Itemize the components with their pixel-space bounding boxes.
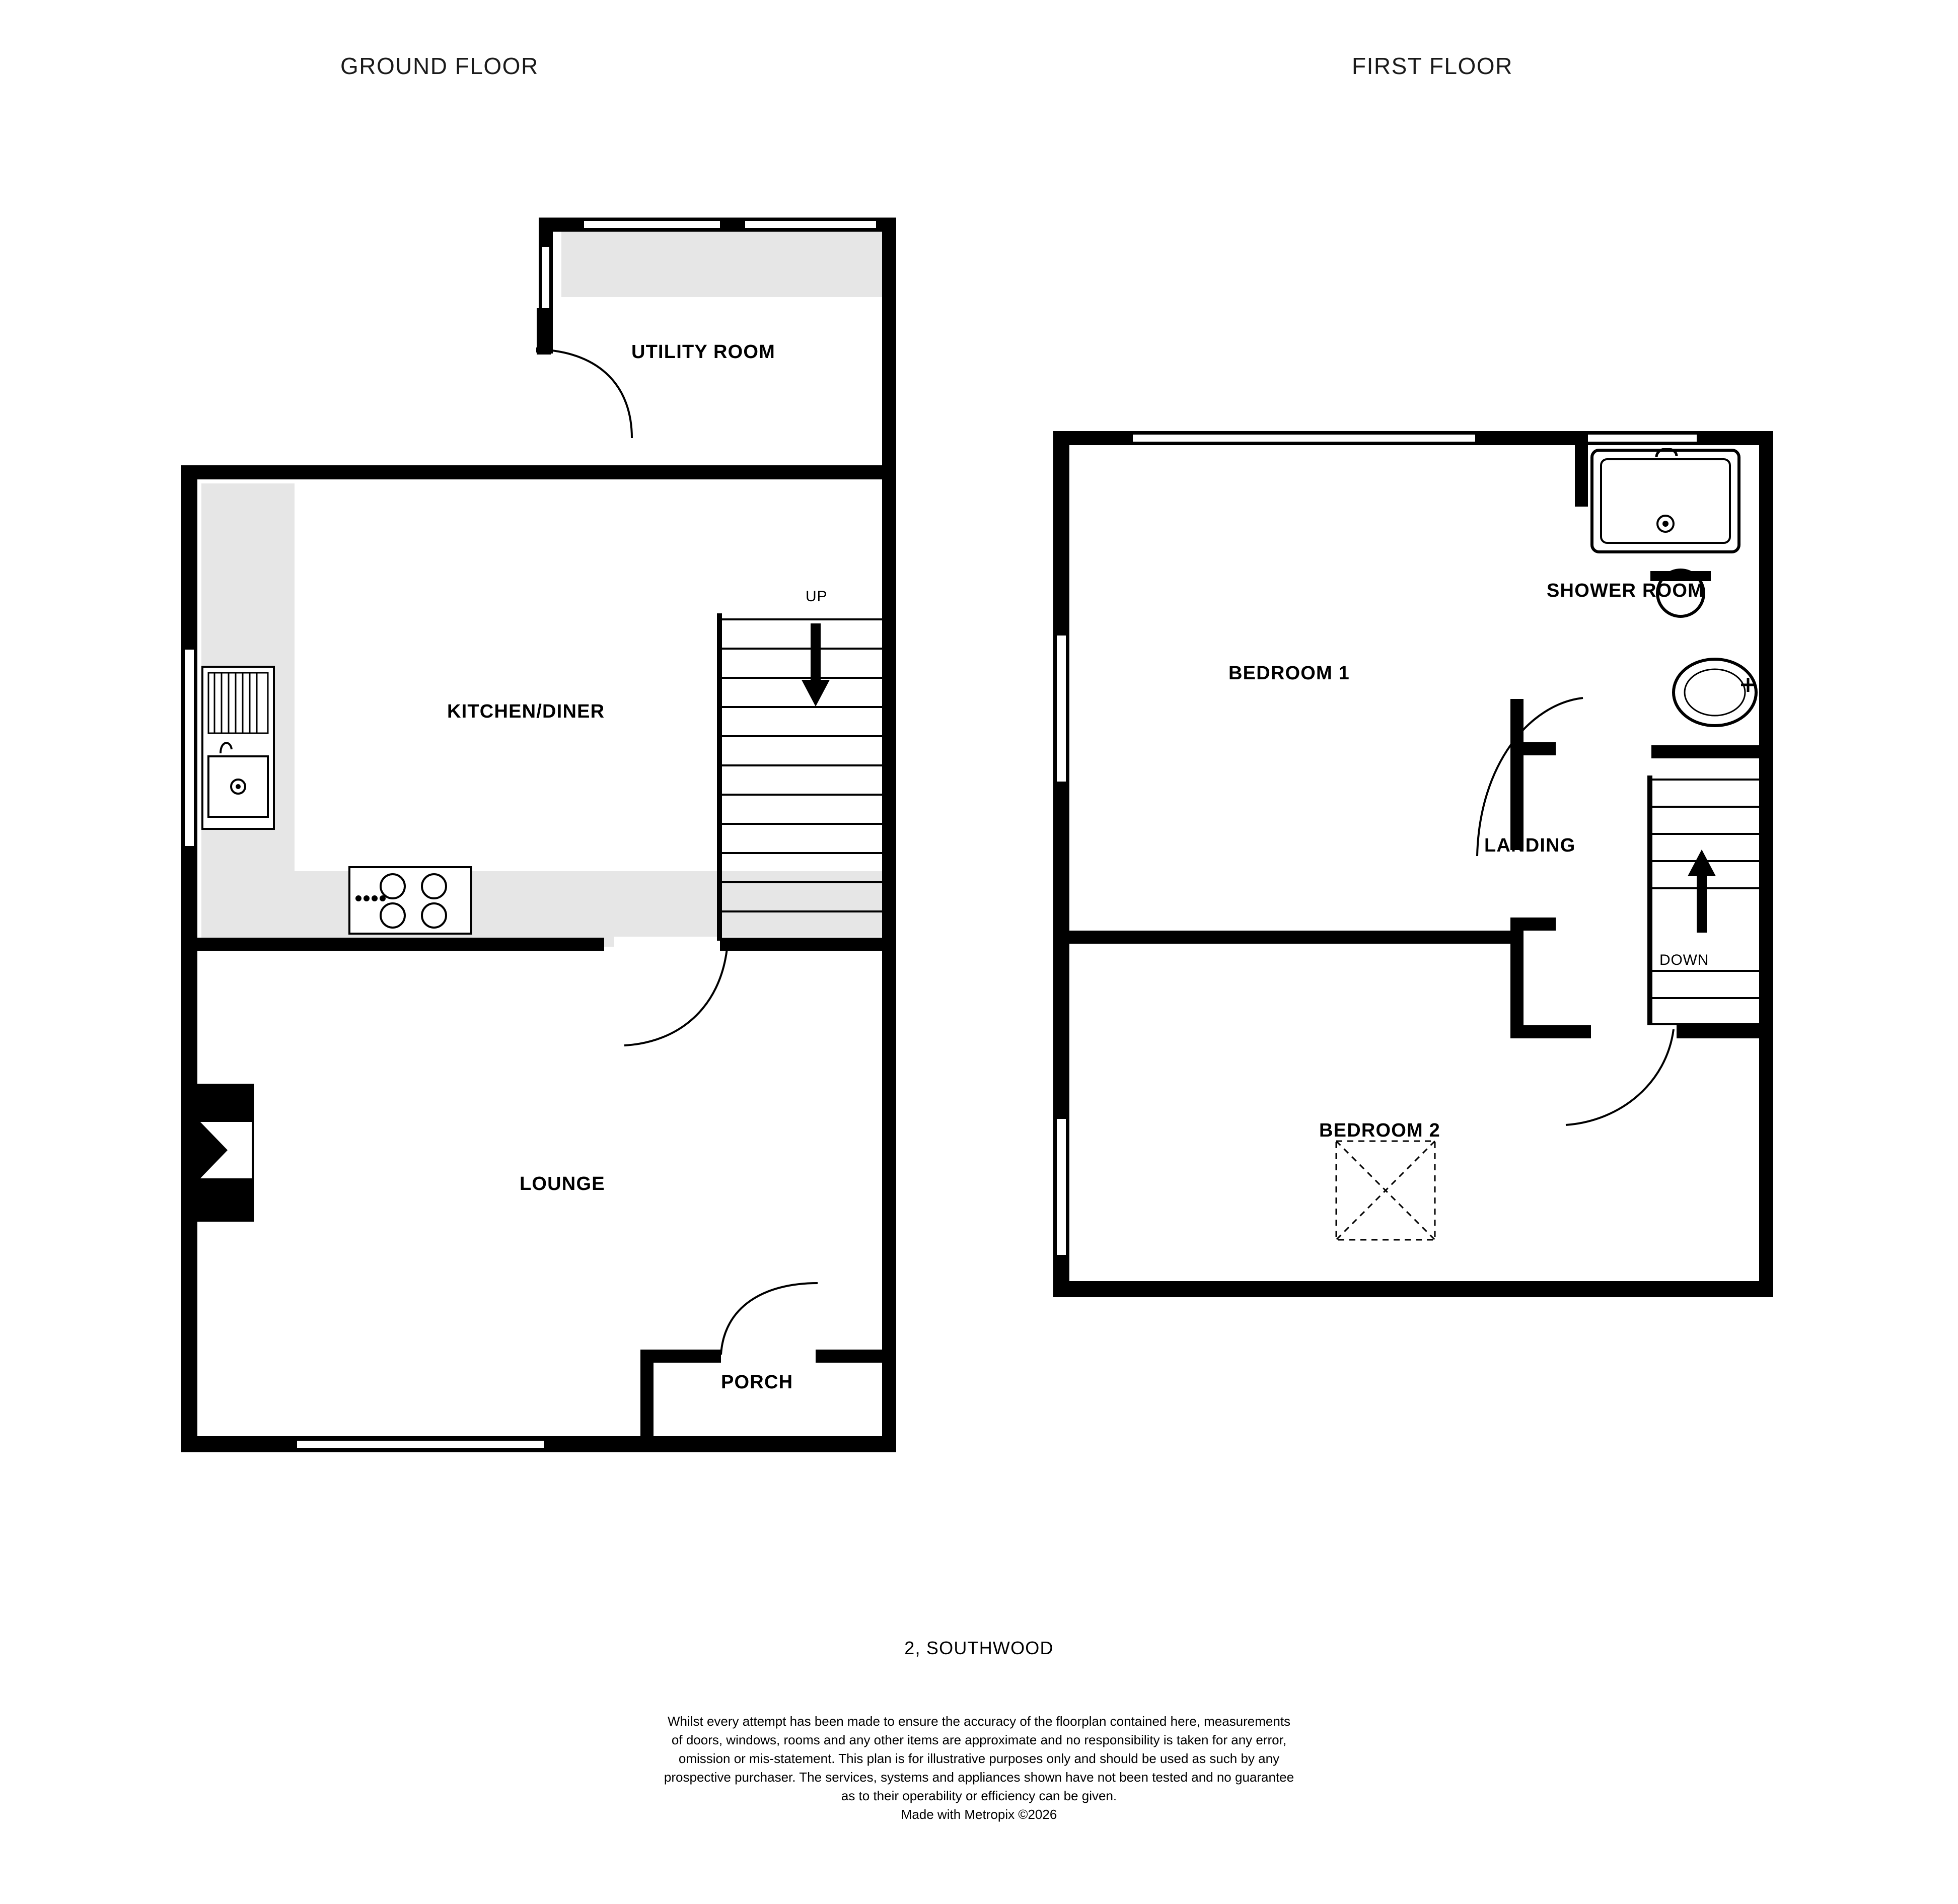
kitchen-sink xyxy=(200,665,276,831)
ground-floor-title: GROUND FLOOR xyxy=(340,53,539,79)
landing-label: LANDING xyxy=(1484,835,1576,856)
utility-top-window-2 xyxy=(745,219,876,231)
shower-room-label: SHOWER ROOM xyxy=(1547,580,1704,601)
bath-fixture xyxy=(1590,448,1741,554)
lounge-label: LOUNGE xyxy=(520,1173,605,1194)
utility-door-jamb xyxy=(537,308,551,355)
utility-room-floor xyxy=(561,232,884,297)
lounge-fireplace-top xyxy=(197,1084,253,1122)
lounge-south-window xyxy=(297,1438,544,1450)
porch-front-threshold xyxy=(654,1442,885,1444)
bedroom2-west-window xyxy=(1054,1119,1068,1255)
utility-door-arc xyxy=(536,347,637,443)
kitchen-north-wall xyxy=(181,465,554,479)
shower-room-north-window xyxy=(1586,432,1697,444)
ground-east-wall xyxy=(882,465,896,1452)
bedroom-2-label: BEDROOM 2 xyxy=(1319,1120,1440,1141)
stairs-left-wall-ground xyxy=(717,613,722,941)
bedroom1-west-window xyxy=(1054,636,1068,782)
shower-room-west-wall xyxy=(1575,431,1588,507)
bedroom-1-label: BEDROOM 1 xyxy=(1228,663,1350,684)
ground-west-wall xyxy=(181,465,197,1452)
disclaimer-text xyxy=(0,1712,1958,1823)
porch-door-arc xyxy=(719,1281,820,1357)
disclaimer-line-1: Whilst every attempt has been made to ensure the accuracy of the floorplan contained here, measurements xyxy=(667,1714,1291,1729)
kitchen-diner-label: KITCHEN/DINER xyxy=(447,701,605,722)
basin-fixture xyxy=(1671,655,1761,730)
lounge-fireplace-bottom xyxy=(197,1178,253,1222)
bedroom2-door-arc xyxy=(1541,1027,1677,1128)
stairs-down-arrow-first xyxy=(1687,847,1717,933)
metropix-credit: Made with Metropix ©2026 xyxy=(901,1806,1057,1822)
utility-bottom-wall xyxy=(553,465,896,479)
landing-step-wall-lower xyxy=(1510,918,1556,931)
disclaimer-line-4: prospective purchaser. The services, systems and appliances shown have not been tested and no guarantee xyxy=(664,1769,1294,1785)
bedroom-divider-wall xyxy=(1053,931,1521,944)
utility-top-window xyxy=(584,219,720,231)
stairs-up-arrow-ground xyxy=(801,623,831,709)
first-south-wall xyxy=(1053,1281,1773,1297)
first-east-wall xyxy=(1759,431,1773,1297)
landing-west-wall-lower xyxy=(1510,918,1524,1038)
bedroom2-hatch xyxy=(1335,1140,1436,1241)
lounge-fireplace-chevron xyxy=(197,1119,258,1182)
disclaimer-line-2: of doors, windows, rooms and any other items are approximate and no responsibility is taken for any error, xyxy=(671,1732,1287,1747)
landing-east-sill xyxy=(1677,1025,1773,1038)
stairs-left-wall-first xyxy=(1647,775,1652,1025)
porch-top-wall-right xyxy=(816,1350,896,1363)
porch-label: PORCH xyxy=(721,1372,793,1393)
disclaimer-line-3: omission or mis-statement. This plan is for illustrative purposes only and should be used as such by any xyxy=(678,1750,1280,1766)
property-title: 2, SOUTHWOOD xyxy=(904,1638,1054,1658)
kitchen-lounge-door-arc xyxy=(594,947,730,1047)
utility-right-wall xyxy=(882,218,896,479)
disclaimer-line-5: as to their operability or efficiency can be given. xyxy=(841,1788,1117,1803)
first-floor-title: FIRST FLOOR xyxy=(1352,53,1513,79)
kitchen-lounge-divider xyxy=(181,938,604,951)
stairs-down-label: DOWN xyxy=(1659,952,1709,968)
kitchen-hob xyxy=(347,865,473,936)
utility-room-label: UTILITY ROOM xyxy=(631,341,776,363)
kitchen-west-window xyxy=(182,650,196,846)
stairs-up-label: UP xyxy=(806,588,828,605)
shower-room-south-wall xyxy=(1651,745,1773,758)
bedroom1-north-window xyxy=(1133,432,1475,444)
porch-top-wall xyxy=(640,1350,721,1363)
porch-left-wall xyxy=(640,1350,654,1452)
